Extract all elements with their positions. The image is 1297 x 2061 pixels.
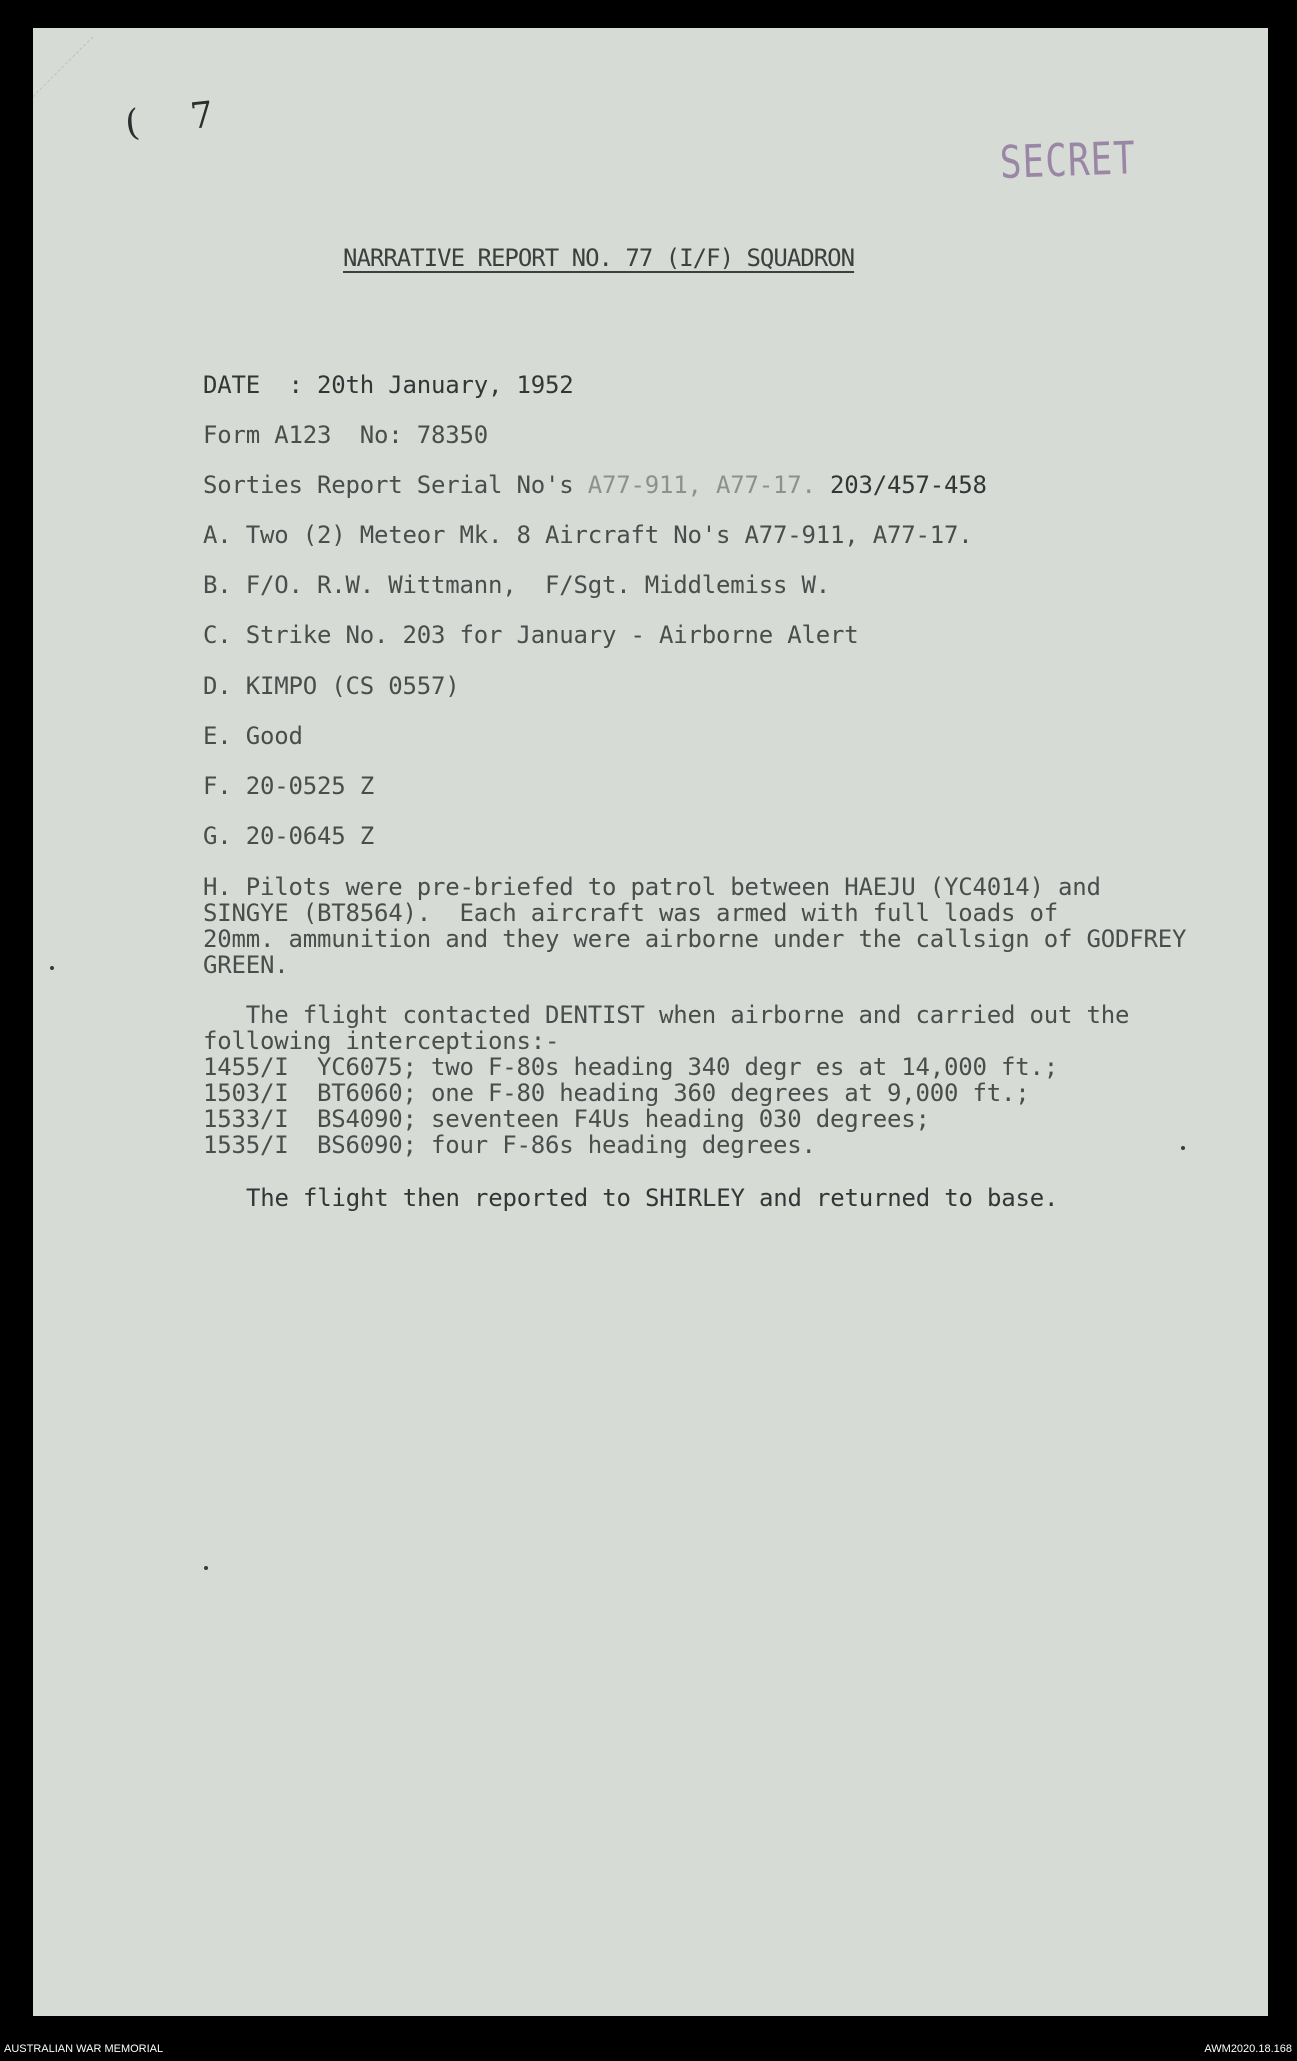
item-g (203, 823, 374, 849)
item-text: 20-0525 Z (245, 772, 374, 800)
archive-reference: AWM2020.18.168 (1204, 2043, 1292, 2055)
item-text: Two (2) Meteor Mk. 8 Aircraft No's A77-911, A77-17. (245, 521, 973, 549)
paragraph-h-line: H. Pilots were pre-briefed to patrol between HAEJU (YC4014) and (203, 873, 1101, 901)
sorties-line (203, 472, 987, 498)
item-a (203, 522, 972, 548)
ink-speck (1181, 1146, 1185, 1150)
item-text: 20-0645 Z (245, 822, 374, 850)
interception-line: 1503/I BT6060; one F-80 heading 360 degrees at 9,000 ft.; (203, 1079, 1030, 1107)
item-text: Strike No. 203 for January - Airborne Alert (245, 621, 859, 649)
item-c (203, 622, 858, 648)
item-letter: D. (203, 672, 232, 700)
item-f (203, 773, 374, 799)
sorties-faint: A77-911, A77-17. (587, 471, 830, 499)
folio-mark: ( 7 (123, 92, 236, 145)
interception-line: 1535/I BS6090; four F-86s heading degrees. (203, 1131, 816, 1159)
item-letter: F. (203, 772, 232, 800)
ink-speck (204, 1566, 208, 1570)
item-letter: C. (203, 621, 232, 649)
form-line: Form A123 No: 78350 (203, 421, 488, 449)
document-page (33, 28, 1268, 2016)
interception-line: 1533/I BS4090; seventeen F4Us heading 030 degrees; (203, 1105, 930, 1133)
ink-speck (50, 966, 54, 970)
item-text: KIMPO (CS 0557) (245, 672, 460, 700)
item-letter: G. (203, 822, 232, 850)
paragraph-h-line: GREEN. (203, 951, 289, 979)
interception-line: 1455/I YC6075; two F-80s heading 340 degr es at 14,000 ft.; (203, 1053, 1058, 1081)
item-b (203, 572, 830, 598)
item-letter: E. (203, 722, 232, 750)
date-line: DATE : 20th January, 1952 (203, 371, 574, 399)
paragraph-h-line: SINGYE (BT8564). Each aircraft was armed with full loads of (203, 899, 1058, 927)
item-text: Good (245, 722, 303, 750)
paragraph-flight-line: The flight contacted DENTIST when airborne and carried out the (203, 1001, 1130, 1029)
item-e (203, 723, 303, 749)
archive-footer (0, 2037, 1297, 2061)
report-title: NARRATIVE REPORT NO. 77 (I/F) SQUADRON (343, 244, 855, 272)
paragraph-flight-line: following interceptions:- (203, 1027, 560, 1055)
item-d (203, 673, 460, 699)
item-letter: B. (203, 571, 232, 599)
item-text: F/O. R.W. Wittmann, F/Sgt. Middlemiss W. (245, 571, 830, 599)
item-letter: A. (203, 521, 232, 549)
closing-line: The flight then reported to SHIRLEY and returned to base. (246, 1184, 1059, 1212)
secret-stamp: SECRET (999, 133, 1137, 190)
paragraph-h-line: 20mm. ammunition and they were airborne under the callsign of GODFREY (203, 925, 1187, 953)
sorties-value: 203/457-458 (829, 471, 987, 499)
sorties-label: Sorties Report Serial No's (203, 471, 588, 499)
archive-name: AUSTRALIAN WAR MEMORIAL (4, 2043, 164, 2055)
